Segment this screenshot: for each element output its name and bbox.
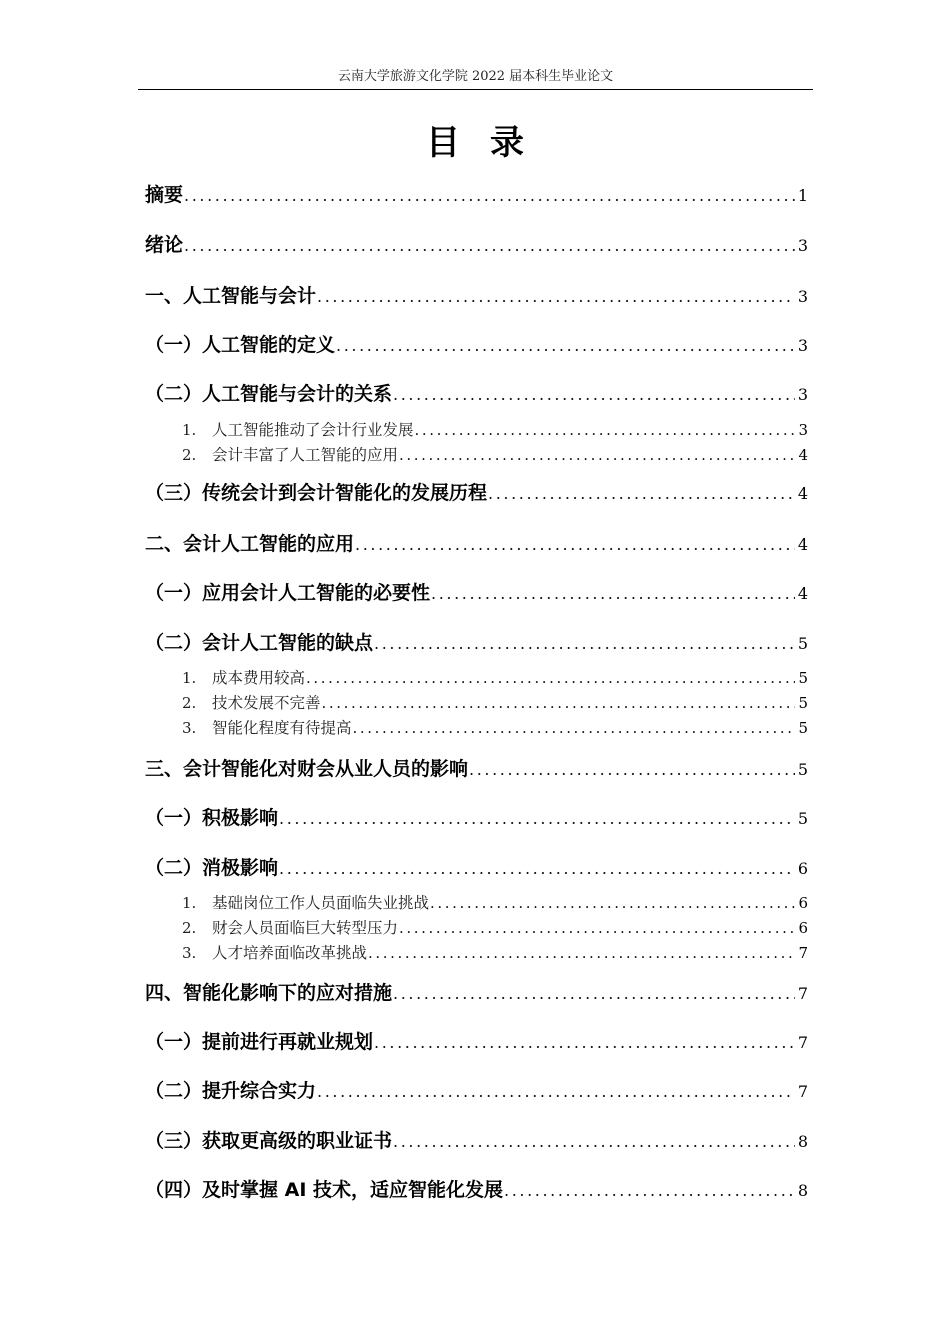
toc-entry-page: 4 — [797, 535, 808, 554]
dot-leader — [279, 809, 795, 828]
dot-leader — [399, 919, 795, 937]
toc-entry[interactable] — [182, 941, 808, 963]
toc-entry[interactable] — [145, 1175, 808, 1202]
toc-entry[interactable] — [182, 891, 808, 913]
toc-entry-label: 技术发展不完善 — [212, 694, 321, 712]
toc-entry[interactable] — [145, 853, 808, 880]
toc-entry-page: 5 — [798, 719, 808, 737]
dot-leader — [353, 719, 796, 737]
toc-entry-page: 4 — [797, 584, 808, 603]
toc-entry-label: 三、会计智能化对财会从业人员的影响 — [145, 758, 469, 780]
dot-leader — [431, 584, 795, 603]
dot-leader — [306, 669, 795, 687]
toc-entry-number: 1. — [182, 894, 197, 912]
toc-entry[interactable] — [145, 628, 808, 655]
toc-entry-label: 四、智能化影响下的应对措施 — [145, 982, 393, 1004]
toc-entry[interactable] — [182, 916, 808, 938]
dot-leader — [317, 287, 795, 306]
toc-entry[interactable] — [145, 230, 808, 257]
dot-leader — [374, 634, 795, 653]
toc-entry[interactable] — [145, 529, 808, 556]
toc-entry[interactable] — [145, 1027, 808, 1054]
toc-entry[interactable] — [182, 418, 808, 440]
toc-entry-label: （一）应用会计人工智能的必要性 — [145, 582, 431, 604]
toc-entry-label: 人才培养面临改革挑战 — [212, 944, 368, 962]
toc-entry-page: 7 — [798, 944, 808, 962]
toc-entry-label: 二、会计人工智能的应用 — [145, 533, 355, 555]
dot-leader — [184, 186, 795, 205]
toc-entry-label: 人工智能推动了会计行业发展 — [212, 421, 414, 439]
dot-leader — [488, 484, 795, 503]
toc-entry-label: （二）会计人工智能的缺点 — [145, 632, 374, 654]
toc-entry-number: 2. — [182, 694, 197, 712]
toc-entry-number: 3. — [182, 719, 197, 737]
toc-entry-page: 5 — [797, 634, 808, 653]
dot-leader — [430, 894, 795, 912]
toc-entry[interactable] — [145, 478, 808, 505]
toc-entry-label: （四）及时掌握 AI 技术，适应智能化发展 — [145, 1179, 504, 1201]
toc-entry[interactable] — [182, 716, 808, 738]
toc-entry-page: 6 — [797, 859, 808, 878]
toc-entry-page: 8 — [797, 1132, 808, 1151]
toc-entry-page: 5 — [798, 669, 808, 687]
toc-entry-page: 6 — [798, 894, 808, 912]
toc-entry[interactable] — [145, 330, 808, 357]
toc-entry-page: 4 — [798, 446, 808, 464]
toc-entry[interactable] — [145, 281, 808, 308]
toc-entry-label: 成本费用较高 — [212, 669, 306, 687]
toc-entry-number: 2. — [182, 446, 197, 464]
toc-title: 目录 — [426, 123, 554, 163]
dot-leader — [279, 859, 795, 878]
toc-entry[interactable] — [182, 443, 808, 465]
toc-entry-page: 7 — [797, 1033, 808, 1052]
toc-entry-number: 3. — [182, 944, 197, 962]
toc-entry-label: （三）获取更高级的职业证书 — [145, 1130, 393, 1152]
toc-entry-label: （二）人工智能与会计的关系 — [145, 383, 393, 405]
toc-entry-page: 3 — [797, 336, 808, 355]
dot-leader — [336, 336, 795, 355]
running-header: 云南大学旅游文化学院 2022 届本科生毕业论文 — [337, 69, 614, 84]
toc-entry-label: （一）积极影响 — [145, 807, 279, 829]
toc-entry-page: 7 — [797, 1082, 808, 1101]
toc-entry-label: 智能化程度有待提高 — [212, 719, 352, 737]
toc-entry-label: 基础岗位工作人员面临失业挑战 — [212, 894, 430, 912]
toc-entry-page: 7 — [797, 984, 808, 1003]
toc-entry[interactable] — [182, 666, 808, 688]
dot-leader — [399, 446, 795, 464]
toc-entry[interactable] — [145, 379, 808, 406]
dot-leader — [393, 1132, 795, 1151]
toc-entry-label: 财会人员面临巨大转型压力 — [212, 919, 399, 937]
toc-entry-label: 绪论 — [145, 234, 184, 256]
dot-leader — [415, 421, 796, 439]
toc-entry-label: 会计丰富了人工智能的应用 — [212, 446, 399, 464]
toc-entry-page: 6 — [798, 919, 808, 937]
toc-entry[interactable] — [145, 1076, 808, 1103]
toc-entry-page: 5 — [798, 694, 808, 712]
header-divider — [138, 89, 813, 90]
dot-leader — [355, 535, 795, 554]
toc-entry-page: 5 — [797, 760, 808, 779]
toc-entry-page: 4 — [797, 484, 808, 503]
toc-entry-label: （二）提升综合实力 — [145, 1080, 317, 1102]
toc-entry-page: 3 — [797, 287, 808, 306]
toc-entry-page: 8 — [797, 1181, 808, 1200]
toc-entry[interactable] — [145, 180, 808, 207]
toc-entry-number: 2. — [182, 919, 197, 937]
toc-entry-page: 5 — [797, 809, 808, 828]
toc-entry[interactable] — [145, 803, 808, 830]
toc-entry[interactable] — [182, 691, 808, 713]
toc-entry-label: 摘要 — [145, 184, 184, 206]
toc-entry[interactable] — [145, 978, 808, 1005]
toc-entry-number: 1. — [182, 421, 197, 439]
dot-leader — [393, 385, 795, 404]
dot-leader — [469, 760, 795, 779]
dot-leader — [393, 984, 795, 1003]
toc-entry-label: 一、人工智能与会计 — [145, 285, 317, 307]
toc-entry-label: （二）消极影响 — [145, 857, 279, 879]
toc-entry-label: （一）人工智能的定义 — [145, 334, 336, 356]
dot-leader — [184, 236, 795, 255]
toc-entry-label: （三）传统会计到会计智能化的发展历程 — [145, 482, 488, 504]
dot-leader — [322, 694, 796, 712]
dot-leader — [374, 1033, 795, 1052]
dot-leader — [317, 1082, 795, 1101]
dot-leader — [504, 1181, 795, 1200]
toc-entry-page: 3 — [798, 421, 808, 439]
toc-entry[interactable] — [145, 754, 808, 781]
toc-entry-label: （一）提前进行再就业规划 — [145, 1031, 374, 1053]
toc-entry[interactable] — [145, 578, 808, 605]
toc-entry-page: 1 — [797, 186, 808, 205]
toc-entry-number: 1. — [182, 669, 197, 687]
toc-entry-page: 3 — [797, 385, 808, 404]
dot-leader — [368, 944, 795, 962]
toc-entry-page: 3 — [797, 236, 808, 255]
toc-entry[interactable] — [145, 1126, 808, 1153]
